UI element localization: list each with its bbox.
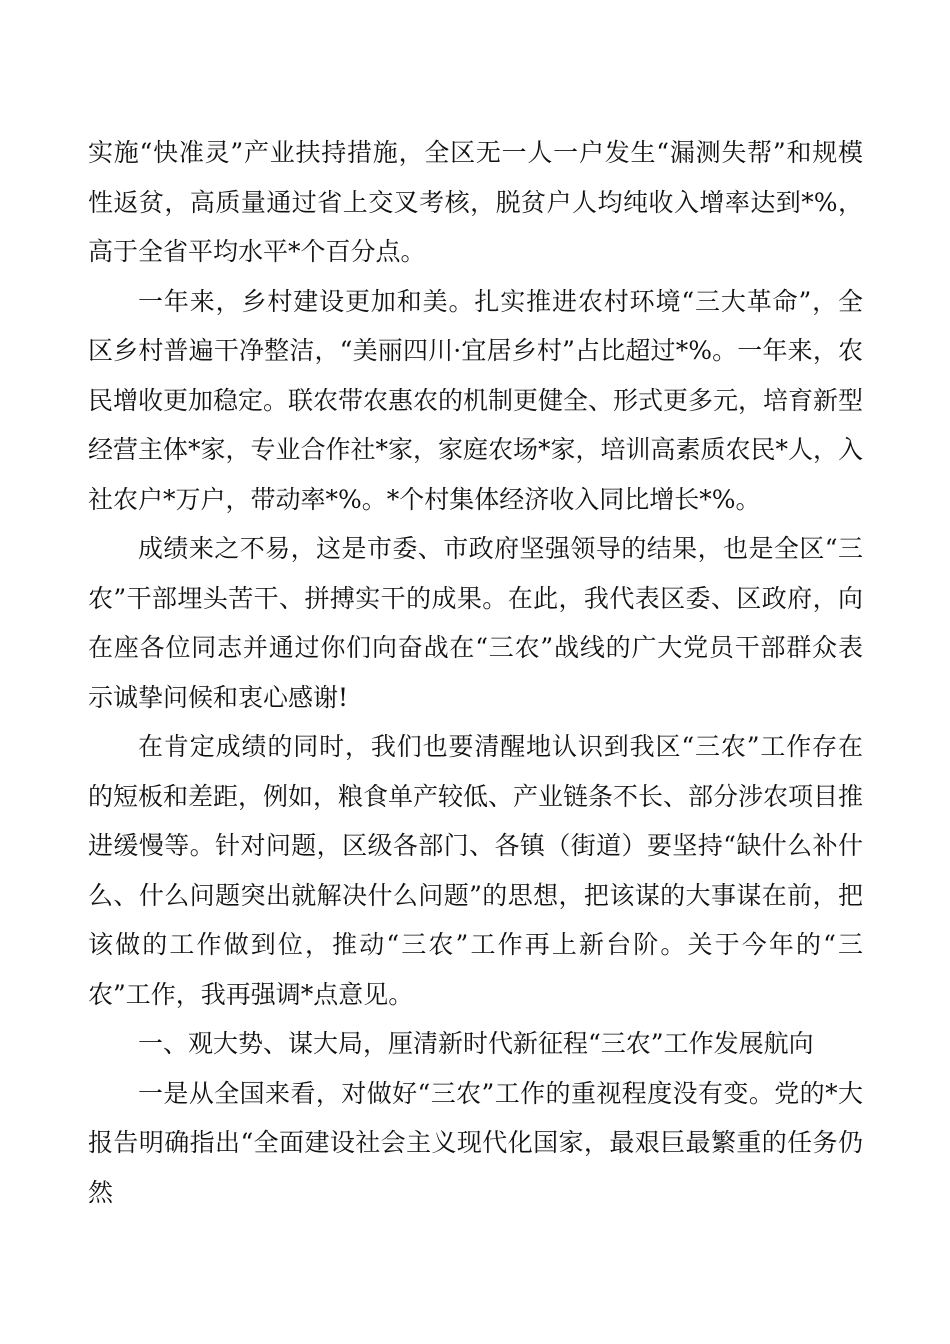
- section-heading: 一、观大势、谋大局，厘清新时代新征程“三农”工作发展航向: [138, 1029, 814, 1058]
- para-shortcomings: 在肯定成绩的同时，我们也要清醒地认识到我区“三农”工作存在的短板和差距，例如，粮食单产较低、产业链条不长、部分涉农项目推进缓慢等。针对问题，区级各部门、各镇（街道）要坚持“缺什么补什么、什么问题突出就解决什么问题”的思想，把该谋的大事谋在前，把该做的工作做到位，推动“三农”工作再上新台阶。关于今年的“三农”工作，我再强调*点意见。: [88, 732, 864, 1009]
- para-gratitude: 成绩来之不易，这是市委、市政府坚强领导的结果，也是全区“三农”干部埋头苦干、拼搏实干的成果。在此，我代表区委、区政府，向在座各位同志并通过你们向奋战在“三农”战线的广大党员干部群众表示诚挚问候和衷心感谢!: [88, 534, 863, 712]
- para-rural-construction: 一年来，乡村建设更加和美。扎实推进农村环境“三大革命”，全区乡村普遍干净整洁，“美丽四川·宜居乡村”占比超过*%。一年来，农民增收更加稳定。联农带农惠农的机制更健全、形式更多元，培育新型经营主体*家，专业合作社*家，家庭农场*家，培训高素质农民*人，入社农户*万户，带动率*%。*个村集体经济收入同比增长*%。: [88, 286, 864, 514]
- document-body: [88, 128, 863, 1217]
- para-poverty-measures: 实施“快准灵”产业扶持措施，全区无一人一户发生“漏测失帮”和规模性返贫，高质量通过省上交叉考核，脱贫户人均纯收入增率达到*%，高于全省平均水平*个百分点。: [88, 138, 863, 266]
- para-national-perspective: 一是从全国来看，对做好“三农”工作的重视程度没有变。党的*大报告明确指出“全面建设社会主义现代化国家，最艰巨最繁重的任务仍然: [88, 1078, 863, 1207]
